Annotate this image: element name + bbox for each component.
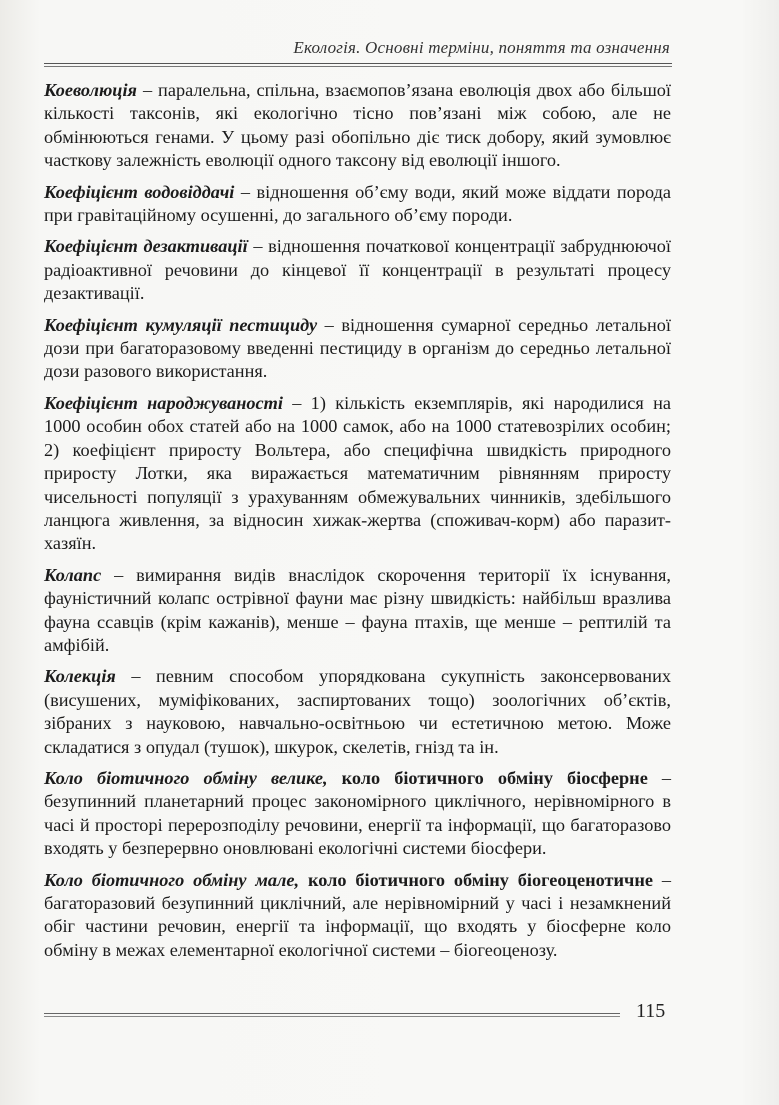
header-divider: [44, 63, 672, 67]
entry-definition: – 1) кількість екземплярів, які народилися на 1000 особин обох статей або на 1000 самок, або на 1000 статевозрілих особин; 2) коефіцієнт приросту Вольтера, або специфічна швидкість природного приросту Лотки, яка виражається математичним рівнянням приросту чисельності популяції з урахуванням обмежувальних чинників, здебільшого ланцюга живлення, за відносин хижак-жертва (споживач-корм) або паразит-хазяїн.: [44, 392, 671, 554]
entry-definition: – вимирання видів внаслідок скорочення території їх існування, фауністичний колапс острівної фауни має різну швидкість: найбільш вразлива фауна ссавців (крім кажанів), менше – фауна птахів, ще менше – рептилій та амфібій.: [44, 564, 671, 655]
glossary-entry: [44, 235, 671, 305]
entry-term: Коефіцієнт кумуляції пестициду: [44, 314, 318, 335]
glossary-entry: [44, 665, 671, 759]
glossary-entry: [44, 392, 671, 556]
entry-term: Коеволюція: [44, 80, 137, 100]
entry-term: Коло біотичного обміну велике,: [44, 767, 328, 788]
entry-term: Коефіцієнт дезактивації: [44, 236, 248, 257]
entry-term: Колапс: [44, 564, 102, 585]
glossary-body: [44, 79, 671, 970]
entry-definition: – певним способом упорядкована сукупність законсервованих (висушених, муміфікованих, заспиртованих тощо) зоологічних об’єктів, зібраних з науковою, навчально-освітньою чи естетичною метою. Може складатися з опудал (тушок), шкурок, скелетів, гнізд та ін.: [44, 666, 671, 757]
entry-definition: – відношення початкової концентрації забруднюючої радіоактивної речовини до кінцевої її концентрації в результаті процесу дезактивації.: [44, 236, 671, 304]
entry-term: Коло біотичного обміну мале,: [44, 869, 300, 890]
entry-term: Коефіцієнт народжуваності: [44, 392, 283, 413]
entry-definition: – багаторазовий безупинний циклічний, але нерівномірний у часі і незамкнений обіг частини речовин, енергії та інформації, що входять у біосферне коло обміну в межах елементарної екологічної системи – біогеоценозу.: [44, 869, 671, 960]
entry-definition: – відношення об’єму води, який може віддати порода при гравітаційному осушенні, до загального об’єму породи.: [44, 181, 671, 226]
glossary-entry: [44, 79, 671, 173]
entry-synonym: коло біотичного обміну біосферне: [327, 767, 648, 788]
entry-term: Колекція: [44, 666, 116, 687]
entry-synonym: коло біотичного обміну біогеоценотичне: [299, 869, 654, 890]
running-header: Екологія. Основні терміни, поняття та означення: [293, 38, 670, 57]
entry-term: Коефіцієнт водовіддачі: [44, 181, 235, 202]
entry-definition: – паралельна, спільна, взаємопов’язана еволюція двох або більшої кількості таксонів, які екологічно тісно пов’язані між собою, але не обмінюються генами. У цьому разі обопільно діє тиск добору, який зумовлює часткову залежність еволюції одного таксону від еволюції іншого.: [44, 80, 671, 171]
glossary-entry: [44, 564, 671, 658]
glossary-entry: [44, 869, 671, 963]
glossary-entry: [44, 767, 671, 861]
glossary-entry: [44, 181, 671, 228]
entry-definition: – відношення сумарної середньо летальної дози при багаторазовому введенні пестициду в організм до середньо летальної дози разового використання.: [44, 314, 671, 382]
entry-definition: – безупинний планетарний процес закономірного циклічного, нерівномірного в часі й просторі перерозподілу речовини, енергії та інформації, що багаторазово входять у безперервно оновлювані екологічні системи біосфери.: [44, 767, 671, 859]
page-number: 115: [636, 1000, 666, 1022]
glossary-entry: [44, 314, 671, 384]
footer-divider: [44, 1013, 620, 1017]
